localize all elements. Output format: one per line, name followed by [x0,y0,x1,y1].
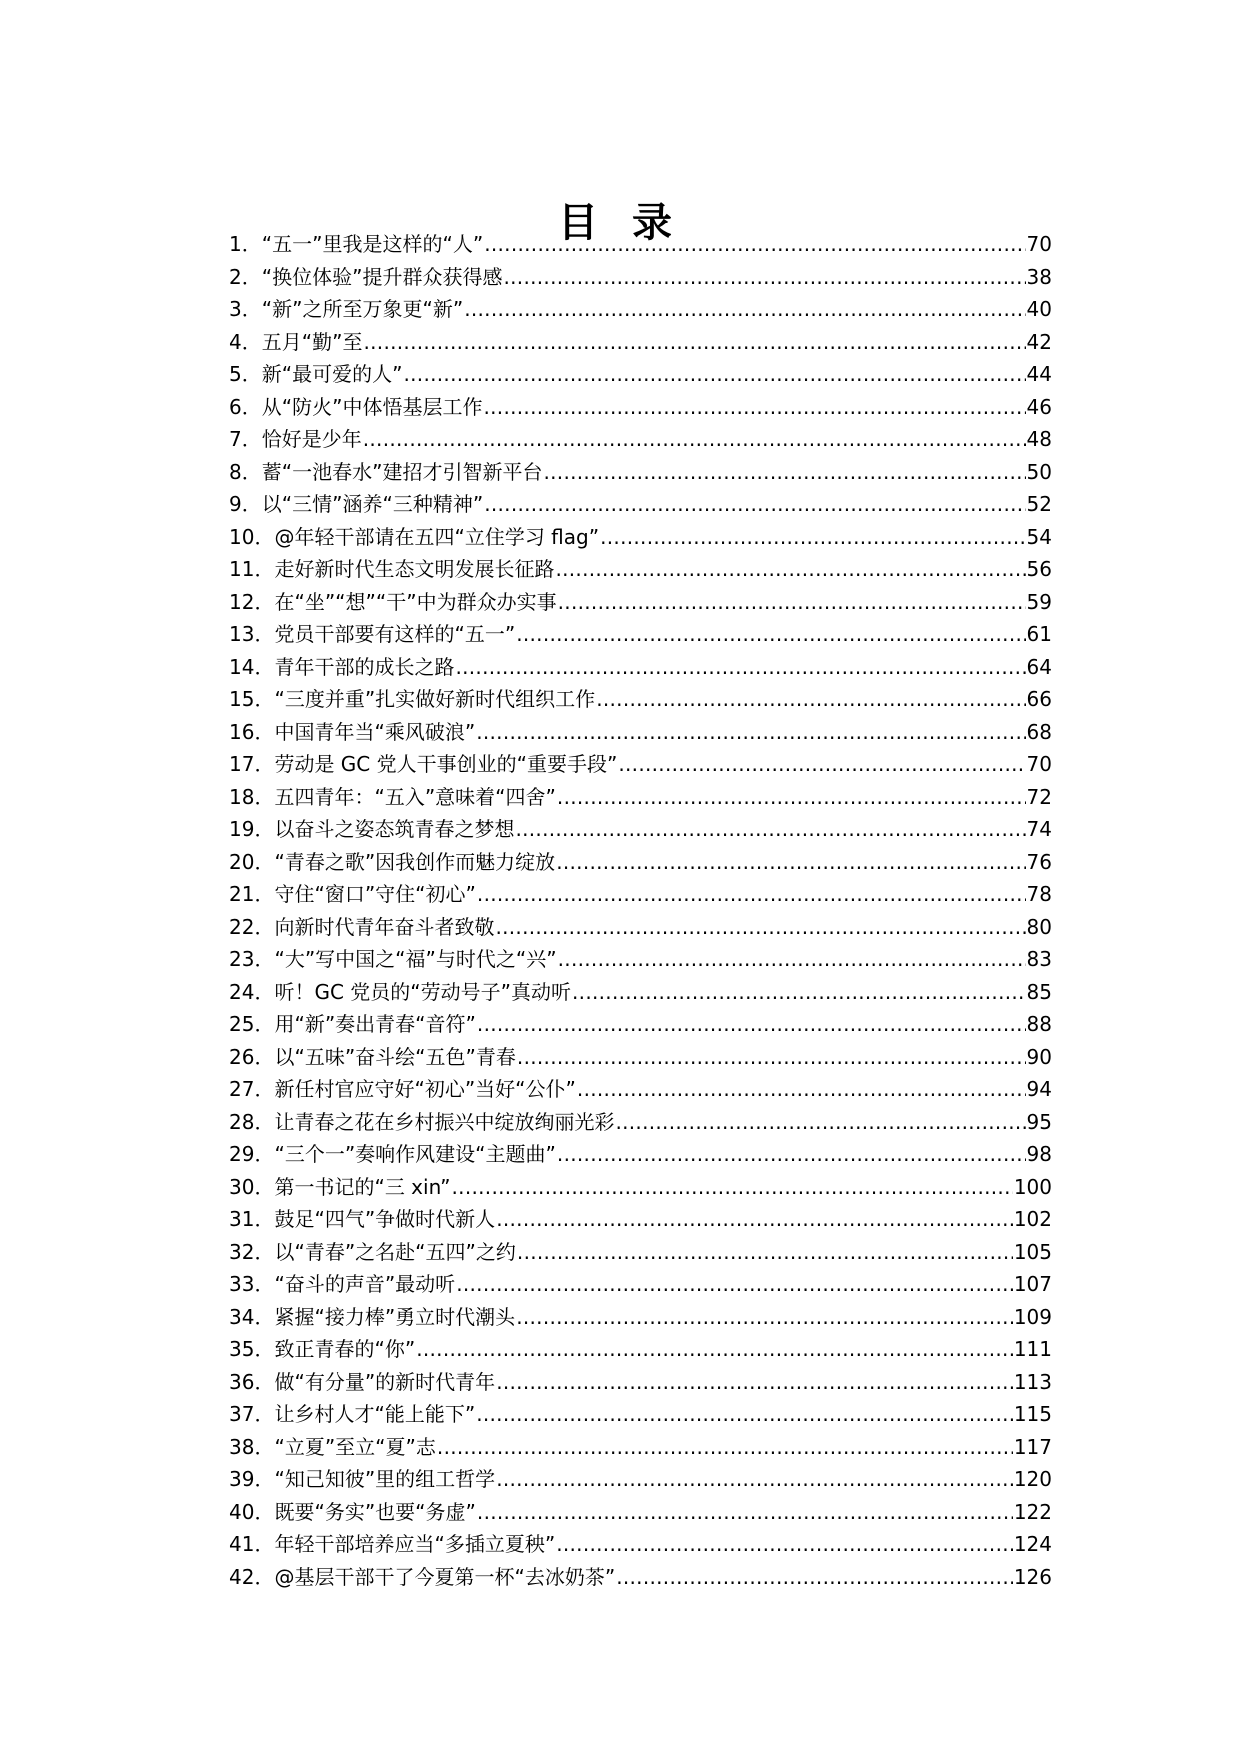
toc-dot-leader [476,716,1025,749]
toc-entry[interactable] [229,1398,1052,1431]
toc-entry-title: 第一书记的“三 xin” [274,1174,451,1199]
toc-entry-title: 从“防火”中体悟基层工作 [261,394,483,419]
toc-entry[interactable] [229,1496,1052,1529]
toc-entry-title: 恰好是少年 [261,427,362,451]
toc-entry[interactable] [229,521,1052,554]
toc-entry-page-number: 78 [1026,882,1052,906]
toc-entry-number: 37． [229,1402,275,1426]
toc-dot-leader [517,1041,1026,1074]
toc-entry[interactable] [229,228,1052,261]
toc-entry-title: 听！GC 党员的“劳动号子”真动听 [274,979,571,1004]
toc-entry[interactable] [229,391,1052,424]
toc-entry-number: 29． [229,1142,275,1166]
toc-entry-number: 10． [229,524,275,549]
toc-entry[interactable] [229,1041,1052,1074]
toc-entry-title: 蓄“一池春水”建招才引智新平台 [261,459,543,484]
toc-entry-title: 守住“窗口”守住“初心” [274,882,476,906]
toc-entry-title: “奋斗的声音”最动听 [274,1272,456,1296]
toc-entry-page-number: 105 [1013,1239,1052,1264]
toc-entry-title: 以奋斗之姿态筑青春之梦想 [274,817,515,841]
toc-entry-number: 15． [229,687,275,711]
toc-dot-leader [556,1528,1013,1561]
toc-entry-number: 9． [229,492,262,516]
toc-entry-title: @基层干部干了今夏第一杯“去冰奶茶” [274,1564,616,1589]
toc-entry-number: 18． [229,784,275,809]
toc-entry-page-number: 42 [1026,329,1052,354]
toc-entry-number: 42． [229,1564,275,1589]
toc-dot-leader [557,1138,1026,1171]
toc-entry-page-number: 124 [1013,1532,1052,1556]
toc-entry-page-number: 54 [1026,524,1052,549]
toc-entry-page-number: 70 [1026,752,1052,776]
toc-entry-page-number: 120 [1013,1467,1052,1491]
toc-entry-page-number: 90 [1026,1044,1052,1069]
toc-entry[interactable] [229,423,1052,456]
toc-entry[interactable] [229,358,1052,391]
toc-entry-title: 让青春之花在乡村振兴中绽放绚丽光彩 [274,1109,615,1134]
toc-dot-leader [477,1496,1013,1529]
toc-dot-leader [618,748,1025,781]
toc-entry[interactable] [229,683,1052,716]
toc-dot-leader [484,488,1025,521]
toc-entry-number: 2． [229,264,262,289]
toc-entry-title: @年轻干部请在五四“立住学习 flag” [274,524,600,549]
toc-dot-leader [437,1431,1013,1464]
toc-dot-leader [503,261,1025,294]
toc-entry[interactable] [229,553,1052,586]
toc-entry-page-number: 98 [1026,1142,1052,1166]
toc-entry-title: 中国青年当“乘风破浪” [274,719,476,744]
toc-entry[interactable] [229,1106,1052,1139]
toc-entry-title: 党员干部要有这样的“五一” [274,622,516,646]
toc-dot-leader [452,1171,1013,1204]
toc-entry-number: 19． [229,817,275,841]
toc-entry-number: 16． [229,719,275,744]
toc-entry[interactable] [229,1301,1052,1334]
toc-entry[interactable] [229,1463,1052,1496]
toc-entry-number: 1． [229,232,262,256]
toc-dot-leader [363,326,1025,359]
toc-entry-page-number: 72 [1026,784,1052,809]
toc-entry[interactable] [229,1268,1052,1301]
toc-entry-number: 30． [229,1174,275,1199]
toc-entry-page-number: 95 [1026,1109,1052,1134]
toc-entry-title: 年轻干部培养应当“多插立夏秧” [274,1532,556,1556]
toc-entry-page-number: 83 [1026,947,1052,971]
toc-entry-number: 4． [229,329,262,354]
toc-list [229,228,1052,1593]
toc-entry-number: 8． [229,459,262,484]
toc-entry[interactable] [229,716,1052,749]
toc-entry-number: 23． [229,947,275,971]
toc-dot-leader [483,391,1025,424]
toc-entry[interactable] [229,748,1052,781]
toc-entry-page-number: 85 [1026,979,1052,1004]
toc-entry-page-number: 102 [1013,1207,1052,1231]
toc-entry[interactable] [229,1171,1052,1204]
toc-entry[interactable] [229,1528,1052,1561]
toc-entry-number: 28． [229,1109,275,1134]
toc-entry-page-number: 80 [1026,914,1052,939]
toc-entry[interactable] [229,1138,1052,1171]
toc-entry-page-number: 40 [1026,297,1052,321]
toc-entry-page-number: 122 [1013,1499,1052,1524]
toc-entry-number: 24． [229,979,275,1004]
toc-entry-title: 新“最可爱的人” [261,362,403,386]
toc-dot-leader [363,423,1026,456]
toc-entry-title: “换位体验”提升群众获得感 [261,264,503,289]
toc-entry[interactable] [229,813,1052,846]
toc-dot-leader [476,1398,1013,1431]
toc-entry-number: 12． [229,589,275,614]
toc-entry-number: 35． [229,1337,275,1361]
toc-title: 目 录 [558,199,682,246]
toc-dot-leader [477,1008,1026,1041]
toc-entry[interactable] [229,846,1052,879]
toc-dot-leader [577,1073,1026,1106]
toc-dot-leader [496,1463,1013,1496]
toc-dot-leader [516,1301,1013,1334]
toc-entry[interactable] [229,488,1052,521]
toc-entry-title: 以“五味”奋斗绘“五色”青春 [274,1044,516,1069]
toc-entry[interactable] [229,1366,1052,1399]
toc-dot-leader [515,813,1025,846]
toc-dot-leader [556,846,1025,879]
toc-dot-leader [495,911,1025,944]
toc-entry-number: 22． [229,914,275,939]
toc-entry-page-number: 109 [1013,1304,1052,1329]
toc-dot-leader [455,651,1025,684]
toc-dot-leader [456,1268,1013,1301]
toc-entry-title: “三度并重”扎实做好新时代组织工作 [274,687,596,711]
toc-entry-number: 39． [229,1467,275,1491]
toc-entry-title: “五一”里我是这样的“人” [261,232,484,256]
toc-dot-leader [496,1203,1013,1236]
toc-entry-title: 做“有分量”的新时代青年 [274,1369,496,1394]
toc-entry-number: 25． [229,1012,275,1036]
toc-dot-leader [543,456,1025,489]
toc-entry-page-number: 76 [1026,849,1052,874]
toc-entry[interactable] [229,878,1052,911]
toc-dot-leader [484,228,1025,261]
toc-entry-title: 劳动是 GC 党人干事创业的“重要手段” [274,752,618,776]
toc-entry-title: 既要“务实”也要“务虚” [274,1499,476,1524]
toc-entry-number: 3． [229,297,262,321]
toc-entry[interactable] [229,1203,1052,1236]
toc-entry-title: “大”写中国之“福”与时代之“兴” [274,947,557,971]
toc-entry-title: 致正青春的“你” [274,1337,416,1361]
toc-entry-page-number: 44 [1026,362,1052,386]
toc-entry-number: 32． [229,1239,275,1264]
toc-dot-leader [557,781,1026,814]
toc-entry-number: 7． [229,427,262,451]
toc-entry-page-number: 52 [1026,492,1052,516]
toc-entry-title: 在“坐”“想”“干”中为群众办实事 [274,589,557,614]
toc-dot-leader [558,586,1026,619]
toc-entry-page-number: 50 [1026,459,1052,484]
toc-entry-page-number: 66 [1026,687,1052,711]
toc-entry-page-number: 107 [1013,1272,1052,1296]
toc-entry-page-number: 70 [1026,232,1052,256]
toc-entry-number: 14． [229,654,275,679]
toc-entry-page-number: 113 [1013,1369,1052,1394]
toc-entry-title: 青年干部的成长之路 [274,654,455,679]
toc-entry-page-number: 61 [1026,622,1052,646]
toc-dot-leader [496,1366,1013,1399]
toc-entry[interactable] [229,1333,1052,1366]
toc-dot-leader [477,878,1026,911]
toc-entry-page-number: 56 [1026,557,1052,581]
toc-entry[interactable] [229,586,1052,619]
toc-entry[interactable] [229,293,1052,326]
toc-entry-page-number: 38 [1026,264,1052,289]
toc-entry-page-number: 46 [1026,394,1052,419]
toc-dot-leader [516,618,1025,651]
toc-entry-page-number: 88 [1026,1012,1052,1036]
toc-entry[interactable] [229,1561,1052,1594]
toc-entry-number: 27． [229,1077,275,1101]
toc-entry-page-number: 94 [1026,1077,1052,1101]
toc-dot-leader [416,1333,1013,1366]
toc-entry[interactable] [229,261,1052,294]
toc-entry-number: 17． [229,752,275,776]
toc-entry-page-number: 68 [1026,719,1052,744]
toc-entry-title: 让乡村人才“能上能下” [274,1402,476,1426]
toc-entry-number: 41． [229,1532,275,1556]
toc-entry-page-number: 100 [1013,1174,1052,1199]
toc-entry-number: 36． [229,1369,275,1394]
toc-entry-title: “三个一”奏响作风建设“主题曲” [274,1142,556,1166]
toc-entry-title: 紧握“接力棒”勇立时代潮头 [274,1304,516,1329]
toc-entry[interactable] [229,911,1052,944]
toc-dot-leader [403,358,1025,391]
toc-entry-number: 38． [229,1434,275,1459]
toc-entry-page-number: 111 [1013,1337,1052,1361]
toc-entry-title: 新任村官应守好“初心”当好“公仆” [274,1077,576,1101]
toc-entry-page-number: 59 [1026,589,1052,614]
toc-entry[interactable] [229,1073,1052,1106]
toc-entry-title: “新”之所至万象更“新” [261,297,464,321]
toc-dot-leader [616,1561,1013,1594]
toc-entry-title: “青春之歌”因我创作而魅力绽放 [274,849,556,874]
toc-dot-leader [572,976,1026,1009]
toc-dot-leader [615,1106,1025,1139]
toc-entry[interactable] [229,976,1052,1009]
toc-entry-page-number: 64 [1026,654,1052,679]
toc-entry-page-number: 126 [1013,1564,1052,1589]
toc-dot-leader [555,553,1025,586]
toc-entry-title: 五四青年：“五入”意味着“四舍” [274,784,556,809]
toc-entry-number: 26． [229,1044,275,1069]
toc-entry[interactable] [229,456,1052,489]
toc-dot-leader [558,943,1026,976]
toc-entry-title: 向新时代青年奋斗者致敬 [274,914,495,939]
toc-dot-leader [600,521,1025,554]
toc-entry-page-number: 48 [1026,427,1052,451]
toc-entry-number: 20． [229,849,275,874]
toc-entry[interactable] [229,1431,1052,1464]
toc-entry-page-number: 74 [1026,817,1052,841]
toc-entry-title: “知己知彼”里的组工哲学 [274,1467,496,1491]
toc-entry-number: 11． [229,557,275,581]
toc-entry[interactable] [229,326,1052,359]
toc-entry[interactable] [229,943,1052,976]
toc-entry[interactable] [229,651,1052,684]
toc-dot-leader [596,683,1025,716]
toc-entry[interactable] [229,1236,1052,1269]
toc-entry[interactable] [229,781,1052,814]
toc-dot-leader [517,1236,1013,1269]
toc-entry-number: 13． [229,622,275,646]
toc-entry-number: 33． [229,1272,275,1296]
toc-dot-leader [464,293,1025,326]
toc-entry-number: 40． [229,1499,275,1524]
toc-entry-title: 以“三情”涵养“三种精神” [261,492,484,516]
toc-entry-title: 五月“勤”至 [261,329,363,354]
toc-entry-page-number: 117 [1013,1434,1052,1459]
toc-entry-number: 34． [229,1304,275,1329]
toc-entry-page-number: 115 [1013,1402,1052,1426]
toc-entry-number: 6． [229,394,262,419]
toc-entry-title: “立夏”至立“夏”志 [274,1434,436,1459]
toc-entry-title: 鼓足“四气”争做时代新人 [274,1207,496,1231]
toc-entry[interactable] [229,618,1052,651]
toc-entry-number: 31． [229,1207,275,1231]
toc-entry-number: 21． [229,882,275,906]
toc-entry-title: 用“新”奏出青春“音符” [274,1012,476,1036]
toc-entry-title: 走好新时代生态文明发展长征路 [274,557,555,581]
toc-entry-title: 以“青春”之名赴“五四”之约 [274,1239,516,1264]
toc-entry[interactable] [229,1008,1052,1041]
toc-entry-number: 5． [229,362,262,386]
